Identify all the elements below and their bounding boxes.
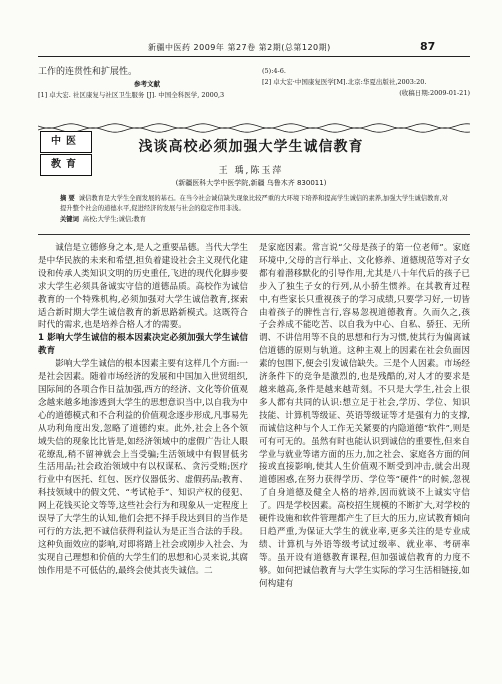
article-title: 浅谈高校必须加强大学生诚信教育	[138, 139, 364, 155]
page-number: 87	[420, 40, 436, 53]
running-header	[0, 40, 502, 54]
previous-article-right	[262, 66, 470, 99]
author-affiliation: (新疆医科大学中医学院,新疆 乌鲁木齐 830011)	[175, 179, 327, 187]
reference-2: [2] 卓大宏·中国康复医学[M].北京:华夏出版社,2003:20.	[262, 78, 427, 86]
decorative-wavy-divider	[38, 121, 470, 135]
abstract-rule	[38, 234, 470, 235]
reference-1-continued: (5):4-6.	[262, 67, 286, 75]
abstract-block	[60, 194, 452, 225]
abstract-label: 摘 要	[60, 195, 75, 202]
badge-line-1: 中医	[40, 131, 92, 153]
keywords-text: 高校;大学生;诚信;教育	[82, 216, 146, 223]
body-right-column	[259, 242, 470, 590]
header-rule	[38, 56, 470, 57]
section-1-continued-paragraph: 是家庭因素。常言说“父母是孩子的第一位老师”。家庭环境中,父母的言行举止、文化修养、道德规范等对子女都有着潜移默化的引导作用,尤其是八十年代后的孩子已步入了独生子女的行列,从小骄生惯养。在其教育过程中,有些家长只重视孩子的学习成绩,只要学习好,一切皆由着孩子的脾性言行,容易忽视道德教育。久而久之,孩子会养成不能吃苦、以自我为中心、自私、骄狂、无所谓、不讲信用等不良的思想和行为习惯,使其行为偏离诚信道德的原则与轨道。这种主观上的因素在社会负面因素的包围下,便会引发诚信缺失。三是个人因素。市场经济条件下的竞争是激烈的,也是残酷的,对人才的要求是越来越高,条件是越来越苛刻。不只是大学生,社会上很多人都有共同的认识:想立足于社会,学历、学位、知识技能、计算机等级证、英语等级证等才是强有力的支撑,而诚信这种与个人工作无关紧要的内隐道德“软件”,则是可有可无的。虽然有时也能认识到诚信的重要性,但来自学业与就业等诸方面的压力,加之社会、家庭各方面的间接或直接影响,使其人生价值观不断受到冲击,就会出现道德困惑,在努力获得学历、学位等“硬件”的时候,忽视了自身道德及健全人格的培养,因而就谈不上诚实守信了。四是学校因素。高校招生规模的不断扩大,对学校的硬件设施和软件管理都产生了巨大的压力,应试教育倾向日趋严重,为保证大学生的就业率,更多关注的是专业成绩、计算机与外语等级考试过级率、就业率、考研率等。虽开设有道德教育课程,但加强诚信教育的力度不够。如何把诚信教育与大学生实际的学习生活相链接,如何构建有	[259, 243, 470, 589]
keywords-label: 关键词	[60, 216, 79, 223]
body-left-column	[38, 242, 248, 578]
reference-1: [1] 卓大宏. 社区康复与社区卫生服务 [J]. 中国全科医学, 2000,3	[38, 91, 225, 99]
journal-info: 新疆中医药 2009年 第27卷 第2期(总第120期)	[148, 43, 331, 52]
article-authors: 王 瑀,陈玉萍	[218, 166, 284, 176]
section-1-paragraph: 影响大学生诚信的根本因素主要有这样几个方面:一是社会因素。随着市场经济的发展和中国加入世贸组织,国际间的各项合作日益加强,西方的经济、文化等价值观念越来越多地渗透到大学生的思想意识当中,以自我为中心的道德模式和不合利益的价值观念逐步形成,凡事易先从功利角度出发,忽略了道德约束。此外,社会上各个领域失信的现象比比皆是,如经济领域中的虚假广告让人眼花缭乱,稍不留神就会上当受骗;生活领域中有假冒低劣生活用品;社会政治领域中有以权谋私、贪污受贿;医疗行业中有医托、红包、医疗仪器低劣、虚假药品;教育、科技领域中的假文凭、“考试枪手”、知识产权的侵犯、网上花钱买论文等等,这些社会行为和现象从一定程度上误导了大学生的认知,他们会把不择手段达到目的当作是可行的方法,把不诚信获得利益认为是正当合法的手段。这种负面效应的影响,对即将踏上社会或刚步入社会、为实现自己理想和价值的大学生们的思想和心灵来说,其腐蚀作用是不可低估的,最终会使其丧失诚信。二	[38, 359, 248, 576]
section-1-heading: 1 影响大学生诚信的根本因素决定必须加强大学生诚信教育	[38, 333, 248, 357]
references-heading: 参考文献	[134, 80, 160, 88]
received-date: (收稿日期:2009-01-21)	[399, 89, 470, 97]
abstract-text: 诚信教育是大学生全面发展的基石。在当今社会诚信缺失现象比较严重的大环境下培养和提高学生诚信的素养,加强大学生诚信教育,对提升整个社会的道德水平,促进经济的发展与社会的稳定作用非浅。	[60, 195, 449, 212]
intro-paragraph: 诚信是立德修身之本,是人之重要品德。当代大学生是中华民族的未来和希望,担负着建设社会主义现代化建设和传承人类知识文明的历史重任,飞进的现代化脚步要求大学生必须具备诚实守信的道德品质。高校作为诚信教育的一个特殊机构,必须加强对大学生诚信教育,探索适合新时期大学生诚信教育的新思路新模式。这既符合时代的需求,也是培养合格人才的需要。	[38, 243, 248, 331]
previous-article-text: 工作的连贯性和扩展性。	[38, 67, 138, 77]
badge-line-2: 教育	[40, 154, 92, 176]
previous-article-left	[38, 66, 256, 101]
